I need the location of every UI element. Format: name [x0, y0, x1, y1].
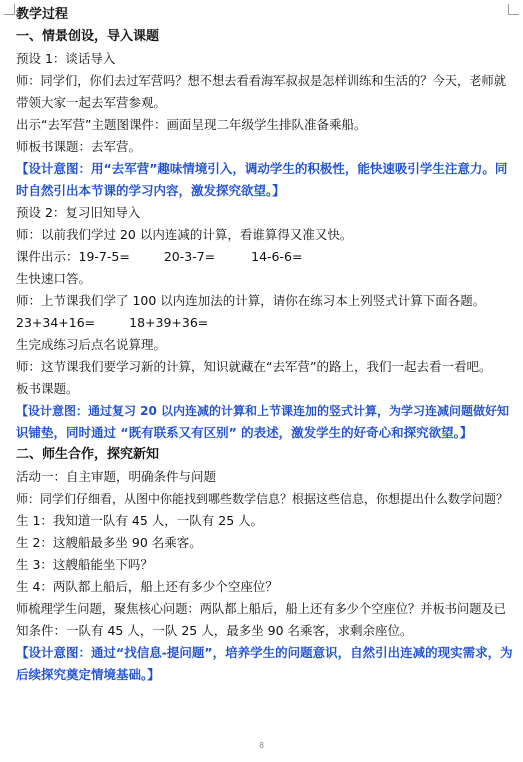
- student-answer-4: 生 4：两队都上船后，船上还有多少个空座位？: [16, 579, 278, 594]
- teacher-line-1: 师：同学们，你们去过军营吗？想不想去看看海军叔叔是怎样训练和生活的？今天，老师就: [16, 74, 506, 88]
- design-intent-3: 【设计意图：通过“找信息-提问题”，培养学生的问题意识，自然引出连减的现实需求，为: [16, 645, 513, 660]
- preset-2: 预设 2：复习旧知导入: [16, 205, 141, 220]
- document-body: [16, 4, 513, 686]
- teacher-line-2: 师：以前我们学过 20 以内连减的计算，看谁算得又准又快。: [16, 227, 353, 242]
- calc-row: [16, 246, 513, 268]
- top-left-crop-mark: [4, 4, 15, 15]
- teacher-line-6: 师梳理学生问题，聚焦核心问题：两队都上船后，船上还有多少个空座位？并板书问题及已: [16, 602, 506, 616]
- student-answer-3: 生 3：这艘船能坐下吗？: [16, 557, 153, 572]
- student-answer-2: 生 2：这艘船最多坐 90 名乘客。: [16, 535, 202, 550]
- calc-item-2: 20-3-7=: [163, 249, 216, 264]
- doc-title: 教学过程: [16, 7, 69, 22]
- sum-item-1: 23+34+16=: [16, 315, 96, 330]
- calc-item-3: 14-6-6=: [251, 249, 303, 264]
- teacher-line-5: 师：同学们仔细看，从图中你能找到哪些数学信息？根据这些信息，你想提出什么数学问题？: [16, 492, 509, 506]
- teacher-line-4: 师：这节课我们要学习新的计算，知识就藏在“去军营”的路上，我们一起去看一看吧。: [16, 359, 492, 374]
- oral-answer-line: 生快速口答。: [16, 271, 92, 286]
- sum-item-2: 18+39+36=: [129, 315, 209, 330]
- exercise-line: 生完成练习后点名说算理。: [16, 337, 167, 352]
- show-slide-line: 出示“去军营”主题图课件：画面呈现二年级学生排队准备乘船。: [16, 117, 367, 132]
- board-title-line: 师板书课题：去军营。: [16, 139, 142, 154]
- design-intent-2-cont: 识铺垫，同时通过 “既有联系又有区别” 的表述，激发学生的好奇心和探究欲望。】: [16, 425, 473, 440]
- design-intent-3-cont: 后续探究奠定情境基础。】: [16, 667, 160, 682]
- board-title-line-2: 板书课题。: [16, 381, 79, 396]
- design-intent-1-cont: 时自然引出本节课的学习内容，激发探究欲望。】: [16, 183, 285, 198]
- teacher-line-3: 师：上节课我们学了 100 以内连加法的计算，请你在练习本上列竖式计算下面各题。: [16, 293, 486, 308]
- preset-1: 预设 1：谈话导入: [16, 51, 116, 66]
- calc-label: 课件出示：: [16, 249, 79, 264]
- section-heading-1: 一、情景创设，导入课题: [16, 29, 160, 44]
- sum-row: [16, 312, 513, 334]
- teacher-line-6-cont: 知条件：一队有 45 人，一队 25 人，最多坐 90 名乘客，求剩余座位。: [16, 623, 413, 638]
- design-intent-1: 【设计意图：用“去军营”趣味情境引入，调动学生的积极性，能快速吸引学生注意力。同: [16, 161, 508, 176]
- activity-1: 活动一：自主审题，明确条件与问题: [16, 469, 217, 484]
- calc-item-1: 19-7-5=: [78, 249, 130, 264]
- design-intent-2: 【设计意图：通过复习 20 以内连减的计算和上节课连加的竖式计算，为学习连减问题做好知: [16, 404, 510, 418]
- teacher-line-1-cont: 带领大家一起去军营参观。: [16, 95, 167, 110]
- page-number: 8: [258, 741, 265, 750]
- student-answer-1: 生 1：我知道一队有 45 人，一队有 25 人。: [16, 513, 264, 528]
- section-heading-2: 二、师生合作，探究新知: [16, 447, 160, 462]
